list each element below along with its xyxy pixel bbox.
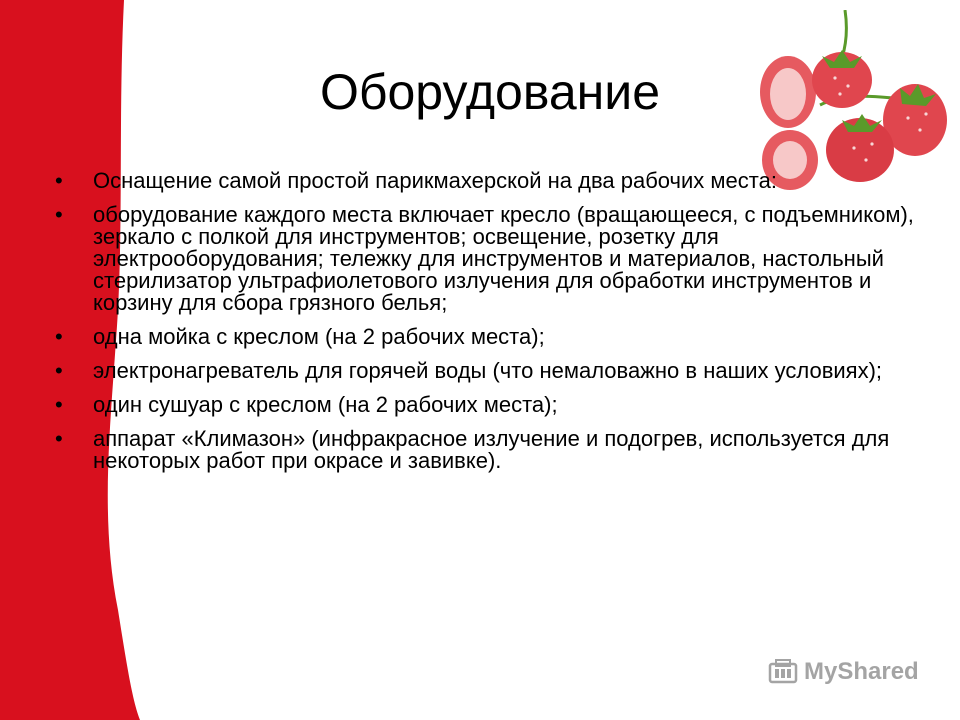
slide-title: Оборудование [319,64,661,120]
bullet-list [55,170,935,484]
list-item [55,326,935,348]
bullet-icon: • [55,392,63,417]
bullet-text: один сушуар с креслом (на 2 рабочих места); [93,392,558,417]
myshared-logo-icon [768,658,798,686]
watermark-text: MyShared [804,658,919,685]
watermark[interactable] [768,658,919,686]
list-item [55,360,935,382]
bullet-icon: • [55,426,63,451]
bullet-icon: • [55,358,63,383]
bullet-text: электронагреватель для горячей воды (что немаловажно в наших условиях); [93,358,883,383]
bullet-text: оборудование каждого места включает кресло (вращающееся, с подъемником), зеркало с полкой для инструментов; освещение, розетку для электрооборудования; тележку для инструментов и материалов, настольный стерилизатор ультрафиолетового излучения для обработки инструментов и корзину для сбора грязного белья; [93,202,914,315]
bullet-icon: • [55,202,63,227]
bullet-icon: • [55,168,63,193]
list-item [55,428,935,472]
bullet-icon: • [55,324,63,349]
bullet-text: Оснащение самой простой парикмахерской на два рабочих места: [93,168,777,193]
list-item [55,170,935,192]
list-item [55,394,935,416]
list-item [55,204,935,314]
bullet-text: одна мойка с креслом (на 2 рабочих места); [93,324,545,349]
bullet-text: аппарат «Климазон» (инфракрасное излучение и подогрев, используется для некоторых работ при окрасе и завивке). [93,426,890,473]
